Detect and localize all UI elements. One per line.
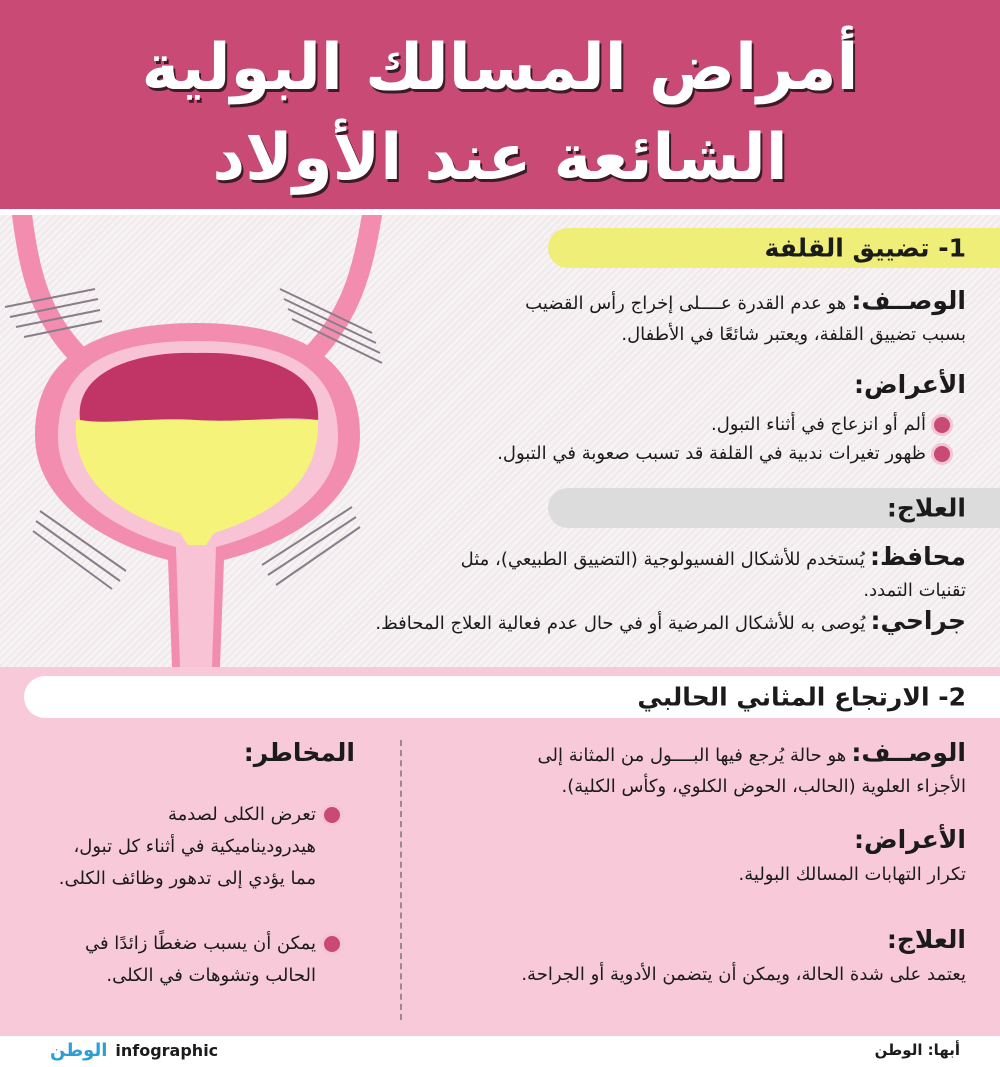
- treatment-heading-pill: [548, 488, 1000, 528]
- left-ureter: [22, 215, 78, 355]
- description-label: الوصــف:: [851, 286, 966, 315]
- symptom-text: ألم أو انزعاج في أثناء التبول.: [711, 414, 926, 435]
- header-banner: [0, 0, 1000, 215]
- conservative-treatment: [316, 542, 966, 576]
- symptoms-text: تكرار التهابات المسالك البولية.: [738, 864, 966, 885]
- conservative-line1: يُستخدم للأشكال الفسيولوجية (التضييق الطبيعي)، مثل: [460, 549, 865, 570]
- bullet-icon: [934, 417, 950, 433]
- conservative-label: محافظ:: [869, 542, 966, 571]
- surgical-treatment: [306, 606, 966, 640]
- treatment-label: العلاج:: [886, 925, 966, 954]
- description-line1: هو حالة يُرجع فيها البــــول من المثانة إلى: [537, 745, 847, 766]
- section2-heading: 2- الارتجاع المثاني الحالبي: [637, 682, 966, 712]
- treatment-heading: العلاج:: [886, 493, 966, 523]
- infographic-label: infographic: [115, 1041, 219, 1060]
- treatment-text: يعتمد على شدة الحالة، ويمكن أن يتضمن الأدوية أو الجراحة.: [521, 964, 966, 985]
- risk-item-1: [168, 798, 340, 831]
- risk1-line1: تعرض الكلى لصدمة: [167, 804, 316, 825]
- footer: [0, 1036, 1000, 1067]
- bullet-icon: [324, 807, 340, 823]
- symptom-text: ظهور تغيرات ندبية في القلفة قد تسبب صعوبة في التبول.: [497, 443, 926, 464]
- risk2-line1: يمكن أن يسبب ضغطًا زائدًا في: [84, 933, 316, 954]
- bullet-icon: [934, 446, 950, 462]
- description-line1: هو عدم القدرة عــــلى إخراج رأس القضيب: [525, 293, 847, 314]
- brand-block: [50, 1040, 218, 1061]
- symptoms-label: الأعراض:: [853, 370, 966, 399]
- section1-heading-pill: [548, 228, 1000, 268]
- description-line2: الأجزاء العلوية (الحالب، الحوض الكلوي، وكأس الكلية).: [561, 776, 966, 797]
- risk-item-2: [85, 927, 340, 960]
- risks-label: المخاطر:: [243, 738, 355, 767]
- source-credit: أبها: الوطن: [874, 1041, 960, 1059]
- risk2-line2: الحالب وتشوهات في الكلى.: [106, 965, 316, 986]
- column-divider: [400, 740, 402, 1020]
- risk1-line2: هيدروديناميكية في أثناء كل تبول،: [73, 836, 316, 857]
- bladder-illustration: [0, 215, 420, 670]
- section1-description: [446, 286, 966, 320]
- conservative-line2: تقنيات التمدد.: [863, 580, 966, 601]
- alwatan-logo-icon: الوطن: [50, 1040, 108, 1061]
- surgical-text: يُوصى به للأشكال المرضية أو في حال عدم فعالية العلاج المحافظ.: [375, 613, 866, 634]
- title-line-2: الشائعة عند الأولاد: [212, 121, 788, 195]
- symptom-item-2: [497, 437, 950, 470]
- symptoms-label: الأعراض:: [853, 825, 966, 854]
- risk1-line3: مما يؤدي إلى تدهور وظائف الكلى.: [58, 868, 316, 889]
- section2-description: [406, 738, 966, 772]
- description-label: الوصــف:: [851, 738, 966, 767]
- urethra: [186, 545, 208, 667]
- description-line2: بسبب تضييق القلفة، ويعتبر شائعًا في الأطفال.: [621, 324, 966, 345]
- title-line-1: أمراض المسالك البولية: [141, 31, 859, 105]
- section2-heading-pill: [24, 676, 1000, 718]
- surgical-label: جراحي:: [870, 606, 966, 635]
- bullet-icon: [324, 936, 340, 952]
- section1-heading: 1- تضييق القلفة: [764, 233, 966, 263]
